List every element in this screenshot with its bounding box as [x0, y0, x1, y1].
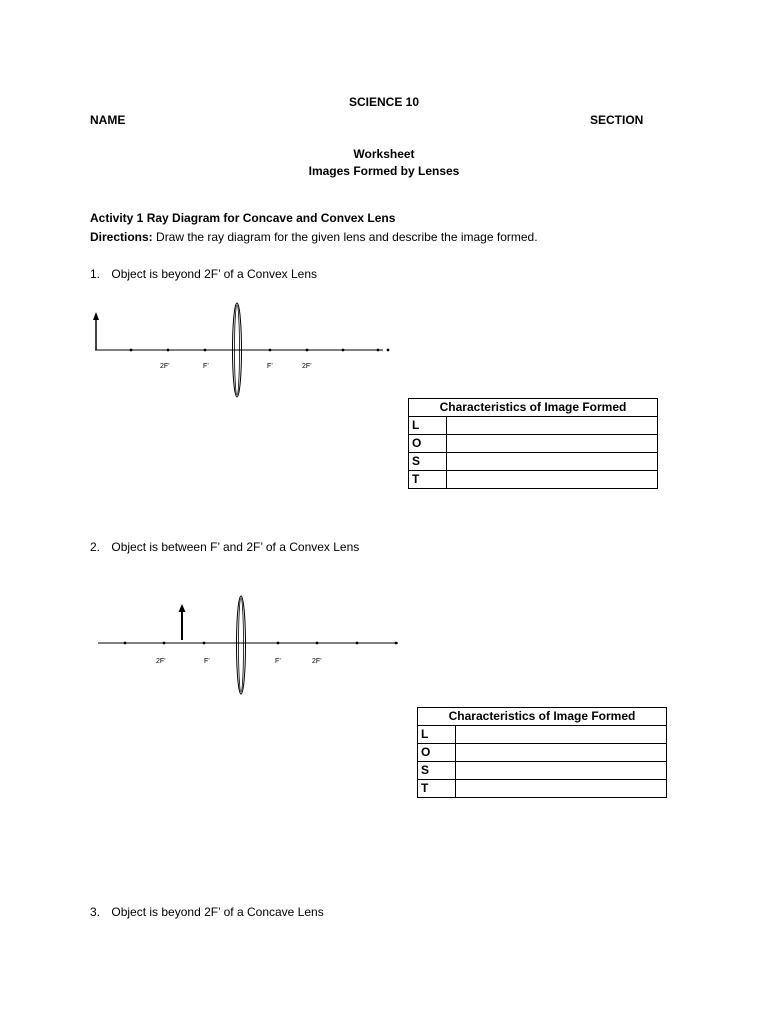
- answer-cell-type[interactable]: [447, 471, 658, 489]
- answer-cell-location[interactable]: [447, 417, 658, 435]
- directions-label: Directions:: [90, 230, 153, 244]
- row-label-size: S: [409, 453, 447, 471]
- answer-cell-orientation[interactable]: [456, 744, 667, 762]
- activity-title: Activity 1 Ray Diagram for Concave and Convex Lens: [90, 211, 396, 225]
- label-f-left: F’: [204, 658, 210, 665]
- doc-type: Worksheet: [353, 147, 415, 161]
- answer-cell-type[interactable]: [456, 780, 667, 798]
- convex-lens: [237, 596, 246, 694]
- table-header: Characteristics of Image Formed: [409, 399, 658, 417]
- characteristics-table-2: [417, 707, 667, 798]
- section-label: SECTION: [590, 113, 644, 127]
- doc-title: Images Formed by Lenses: [308, 164, 460, 178]
- row-label-location: L: [418, 726, 456, 744]
- label-f-right: F’: [267, 363, 273, 370]
- item-number: 2.: [90, 540, 101, 554]
- row-label-orientation: O: [409, 435, 447, 453]
- row-label-type: T: [409, 471, 447, 489]
- item-text: Object is beyond 2F’ of a Convex Lens: [111, 267, 318, 281]
- row-label-orientation: O: [418, 744, 456, 762]
- object-arrowhead: [93, 312, 99, 320]
- row-label-location: L: [409, 417, 447, 435]
- item-text: Object is between F’ and 2F’ of a Convex Lens: [111, 540, 360, 554]
- answer-cell-size[interactable]: [447, 453, 658, 471]
- directions-text: Draw the ray diagram for the given lens and describe the image formed.: [152, 230, 538, 244]
- label-f-left: F’: [203, 363, 209, 370]
- label-2f-right: 2F’: [312, 658, 322, 665]
- name-label: NAME: [90, 113, 126, 127]
- item-number: 3.: [90, 905, 101, 919]
- convex-lens-inner: [239, 598, 244, 692]
- table-header: Characteristics of Image Formed: [418, 708, 667, 726]
- item-2: [90, 540, 359, 554]
- label-2f-right: 2F’: [302, 363, 312, 370]
- answer-cell-location[interactable]: [456, 726, 667, 744]
- object-arrowhead: [179, 604, 186, 612]
- item-text: Object is beyond 2F’ of a Concave Lens: [111, 905, 324, 919]
- label-f-right: F’: [275, 658, 281, 665]
- item-number: 1.: [90, 267, 101, 281]
- label-2f-left: 2F’: [160, 363, 170, 370]
- answer-cell-size[interactable]: [456, 762, 667, 780]
- row-label-size: S: [418, 762, 456, 780]
- item-3: [90, 905, 324, 919]
- characteristics-table-1: [408, 398, 658, 489]
- row-label-type: T: [418, 780, 456, 798]
- answer-cell-orientation[interactable]: [447, 435, 658, 453]
- course-title: SCIENCE 10: [348, 95, 420, 109]
- label-2f-left: 2F’: [156, 658, 166, 665]
